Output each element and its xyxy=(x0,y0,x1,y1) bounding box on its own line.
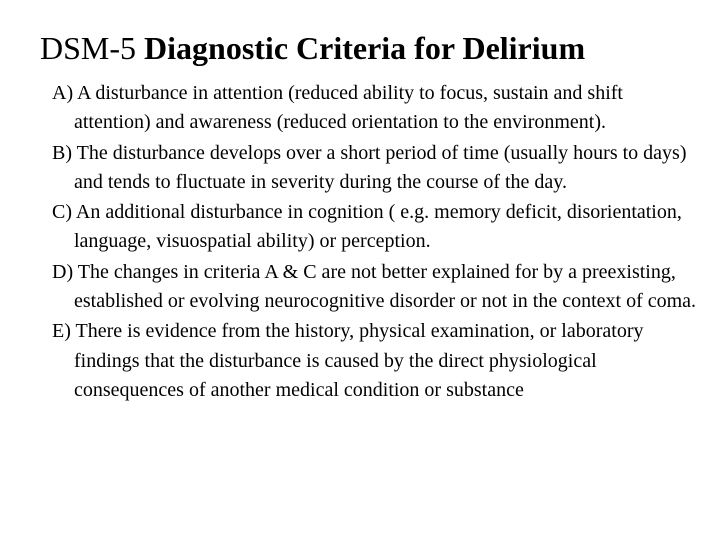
title-prefix: DSM-5 xyxy=(40,30,137,66)
criteria-list xyxy=(52,79,702,406)
title-main: Diagnostic Criteria for Delirium xyxy=(144,30,586,66)
criterion-b: B) The disturbance develops over a short period of time (usually hours to days) and tends to fluctuate in severity during the course of the day. xyxy=(52,141,687,193)
criterion-e: E) There is evidence from the history, physical examination, or laboratory findings that the disturbance is caused by the direct physiological consequences of another medical condition or substance xyxy=(52,320,644,401)
criterion-d: D) The changes in criteria A & C are not better explained for by a preexisting, established or evolving neurocognitive disorder or not in the context of coma. xyxy=(52,260,697,313)
slide-title xyxy=(40,26,585,70)
criterion-a: A) A disturbance in attention (reduced ability to focus, sustain and shift attention) and awareness (reduced orientation to the environment). xyxy=(52,82,623,134)
criterion-c: C) An additional disturbance in cognition ( e.g. memory deficit, disorientation, language, visuospatial ability) or perception. xyxy=(52,201,682,253)
